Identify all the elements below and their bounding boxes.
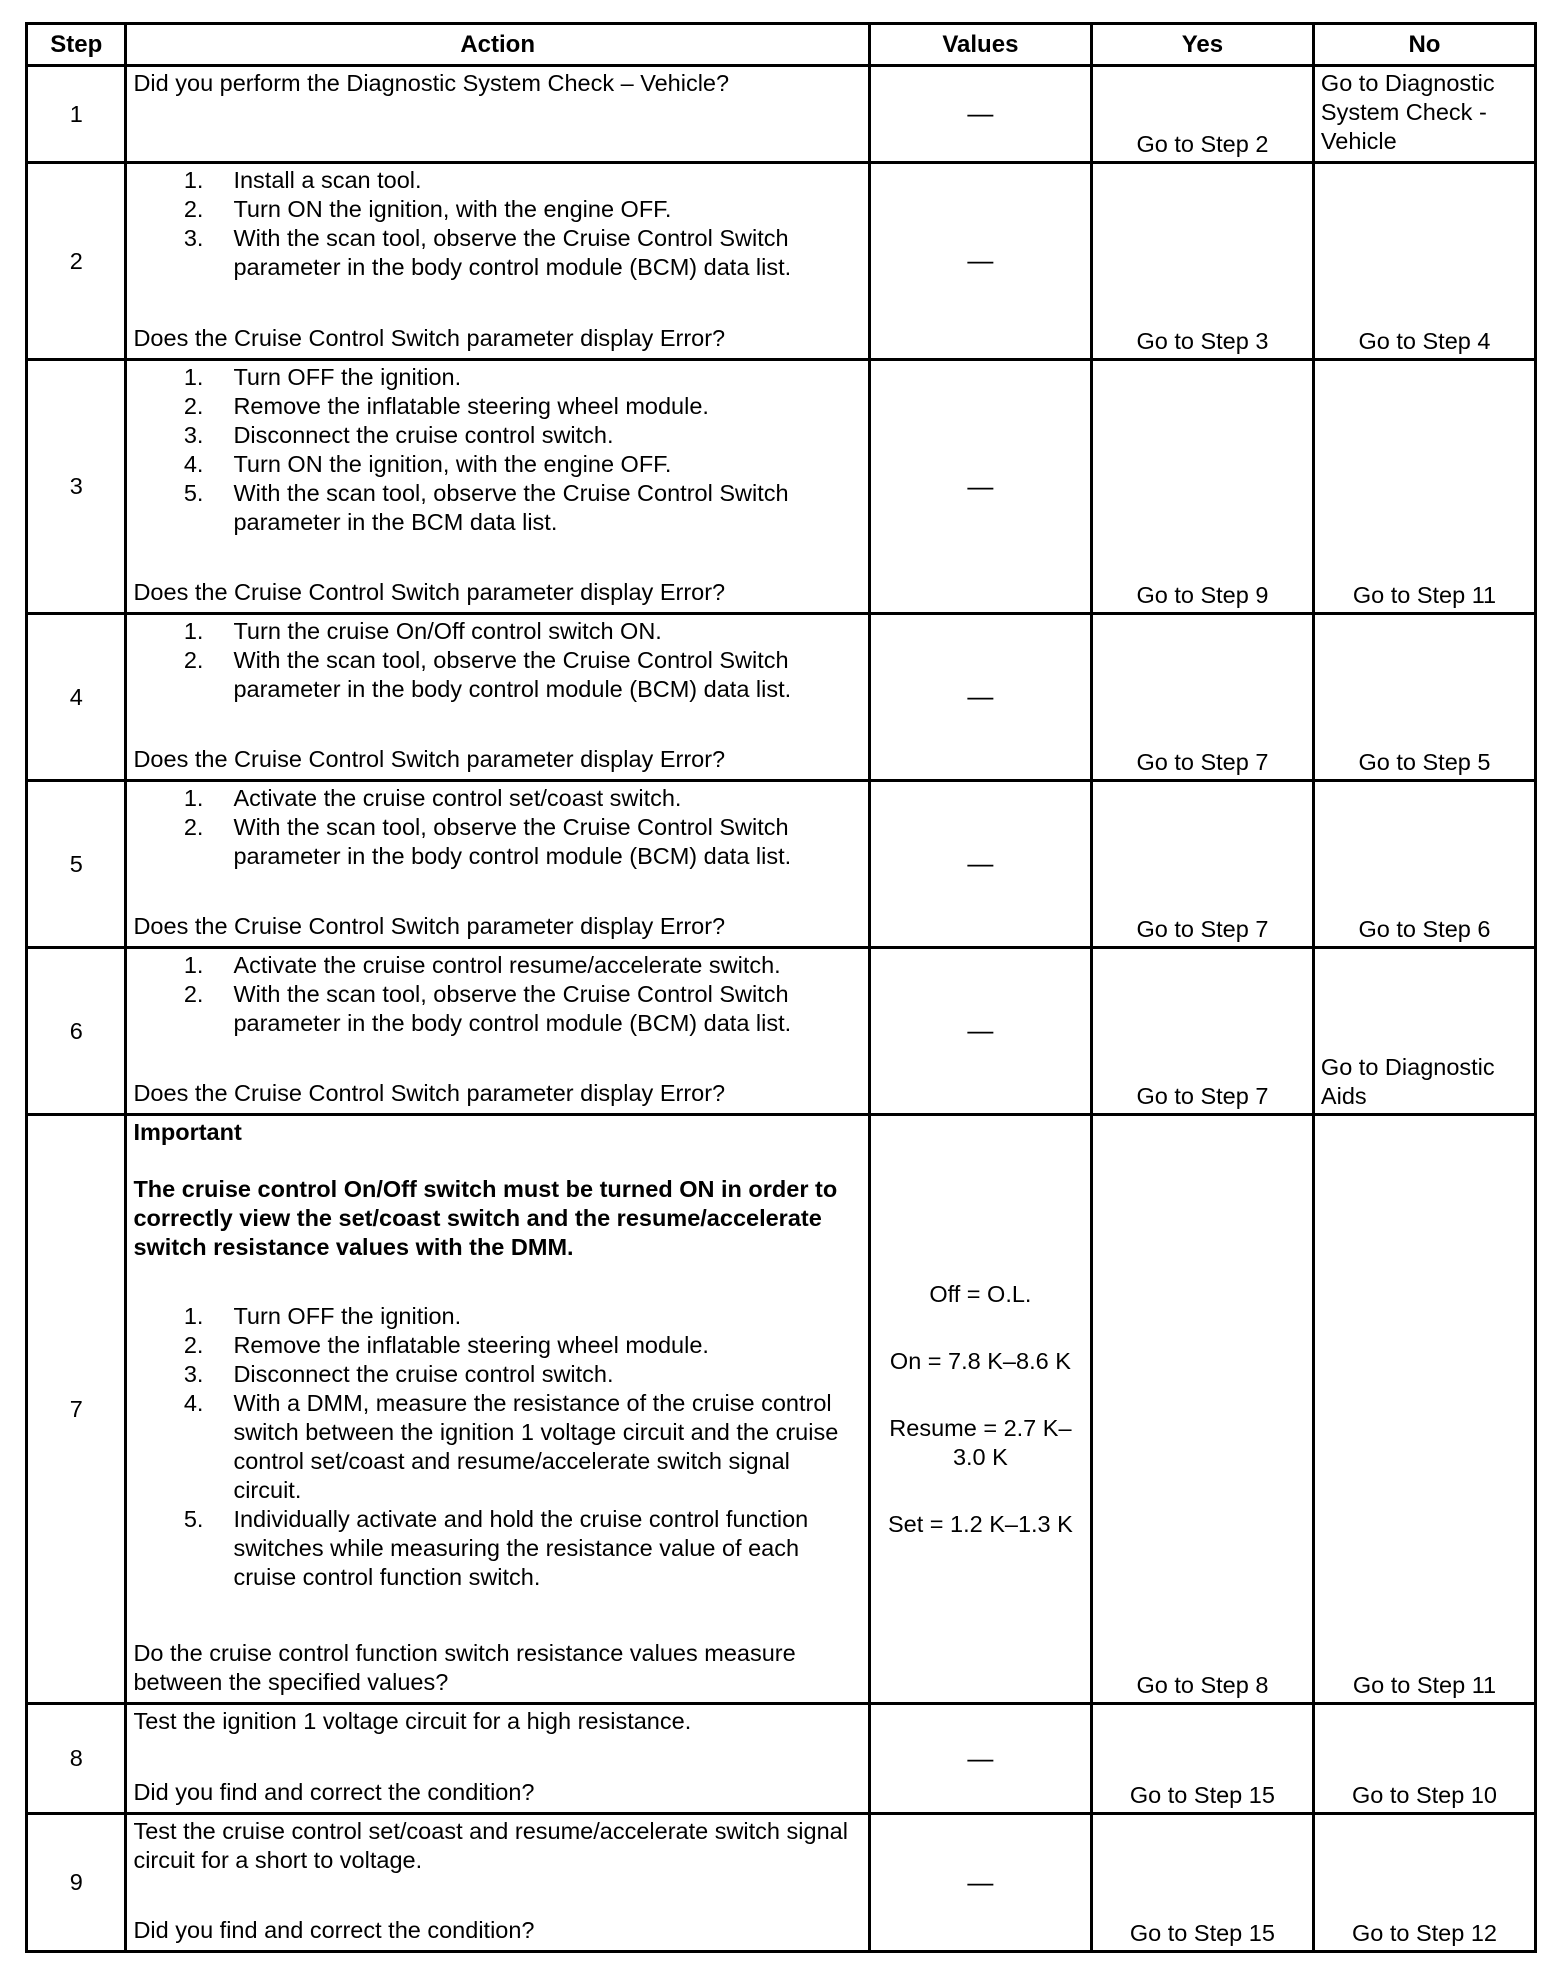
no-cell: Go to Diagnostic Aids bbox=[1313, 948, 1535, 1115]
yes-cell: Go to Step 7 bbox=[1091, 948, 1313, 1115]
values-dash: — bbox=[967, 1866, 994, 1897]
yes-cell: Go to Step 15 bbox=[1091, 1814, 1313, 1952]
list-item: 4. With a DMM, measure the resistance of the cruise control switch between the ignition 1 voltage circuit and the cruise control set/coast and resume/accelerate switch signal circuit. bbox=[183, 1390, 839, 1503]
action-text: Test the ignition 1 voltage circuit for a high resistance. bbox=[133, 1708, 692, 1734]
step-list bbox=[133, 166, 861, 282]
value-resume: Resume = 2.7 K– 3.0 K bbox=[889, 1414, 1072, 1470]
step-number: 2 bbox=[27, 163, 126, 360]
question-text: Do the cruise control function switch resistance values measure between the specified values? bbox=[133, 1640, 796, 1695]
table-row bbox=[27, 948, 1536, 1115]
value-set: Set = 1.2 K–1.3 K bbox=[887, 1510, 1073, 1537]
action-cell bbox=[126, 66, 869, 163]
no-cell: Go to Step 4 bbox=[1313, 163, 1535, 360]
step-list bbox=[133, 363, 861, 537]
values-dash: — bbox=[967, 848, 994, 878]
yes-cell: Go to Step 7 bbox=[1091, 614, 1313, 781]
value-off: Off = O.L. bbox=[929, 1280, 1032, 1307]
list-item: 2. Remove the inflatable steering wheel module. bbox=[183, 1332, 709, 1358]
list-item: 1. Activate the cruise control resume/accelerate switch. bbox=[183, 952, 781, 978]
list-item: 1. Activate the cruise control set/coast switch. bbox=[183, 785, 682, 811]
step-list bbox=[133, 617, 861, 704]
step-number: 5 bbox=[27, 781, 126, 948]
step-list bbox=[133, 1302, 861, 1592]
values-dash: — bbox=[967, 98, 994, 128]
list-item: 5. Individually activate and hold the cruise control function switches while measuring the resistance value of each cruise control function switch. bbox=[183, 1506, 809, 1590]
step-list bbox=[133, 951, 861, 1038]
question-text: Does the Cruise Control Switch parameter display Error? bbox=[133, 325, 726, 351]
list-item: 2. Turn ON the ignition, with the engine OFF. bbox=[183, 196, 672, 222]
diagnostic-table bbox=[25, 22, 1537, 1953]
list-item: 3. Disconnect the cruise control switch. bbox=[183, 1361, 614, 1387]
no-cell: Go to Step 6 bbox=[1313, 781, 1535, 948]
list-item: 4. Turn ON the ignition, with the engine OFF. bbox=[183, 451, 672, 477]
yes-cell: Go to Step 15 bbox=[1091, 1704, 1313, 1814]
header-action: Action bbox=[126, 24, 869, 66]
header-yes: Yes bbox=[1091, 24, 1313, 66]
yes-cell: Go to Step 9 bbox=[1091, 360, 1313, 614]
question-text: Does the Cruise Control Switch parameter display Error? bbox=[133, 746, 726, 772]
header-row bbox=[27, 24, 1536, 66]
table-row bbox=[27, 1115, 1536, 1704]
question-text: Does the Cruise Control Switch parameter display Error? bbox=[133, 579, 726, 605]
question-text: Did you find and correct the condition? bbox=[133, 1917, 535, 1943]
action-cell bbox=[126, 163, 869, 360]
step-number: 3 bbox=[27, 360, 126, 614]
action-cell bbox=[126, 1115, 869, 1704]
action-cell bbox=[126, 1704, 869, 1814]
list-item: 1. Turn OFF the ignition. bbox=[183, 1303, 462, 1329]
no-cell: Go to Step 10 bbox=[1313, 1704, 1535, 1814]
list-item: 1. Install a scan tool. bbox=[183, 167, 422, 193]
value-on: On = 7.8 K–8.6 K bbox=[889, 1347, 1071, 1374]
action-cell bbox=[126, 948, 869, 1115]
list-item: 2. Remove the inflatable steering wheel module. bbox=[183, 393, 709, 419]
no-cell: Go to Step 5 bbox=[1313, 614, 1535, 781]
step-number: 9 bbox=[27, 1814, 126, 1952]
action-cell bbox=[126, 360, 869, 614]
yes-cell: Go to Step 2 bbox=[1091, 66, 1313, 163]
question-text: Does the Cruise Control Switch parameter display Error? bbox=[133, 913, 726, 939]
step-number: 1 bbox=[27, 66, 126, 163]
values-cell bbox=[869, 614, 1091, 781]
question-text: Does the Cruise Control Switch parameter display Error? bbox=[133, 1080, 726, 1106]
question-text: Did you find and correct the condition? bbox=[133, 1779, 535, 1805]
yes-cell: Go to Step 3 bbox=[1091, 163, 1313, 360]
step-number: 6 bbox=[27, 948, 126, 1115]
values-cell bbox=[869, 66, 1091, 163]
list-item: 5. With the scan tool, observe the Cruise Control Switch parameter in the BCM data list. bbox=[183, 480, 789, 535]
values-cell bbox=[869, 1704, 1091, 1814]
important-text: The cruise control On/Off switch must be turned ON in order to correctly view the set/coast switch and the resume/accelerate switch resistance values with the DMM. bbox=[133, 1176, 838, 1260]
list-item: 1. Turn OFF the ignition. bbox=[183, 364, 462, 390]
no-cell: Go to Step 11 bbox=[1313, 360, 1535, 614]
values-dash: — bbox=[967, 1015, 994, 1045]
table-row bbox=[27, 1704, 1536, 1814]
step-list bbox=[133, 784, 861, 871]
header-step: Step bbox=[27, 24, 126, 66]
action-cell bbox=[126, 614, 869, 781]
action-cell bbox=[126, 781, 869, 948]
values-cell bbox=[869, 1814, 1091, 1952]
table-row bbox=[27, 360, 1536, 614]
action-cell bbox=[126, 1814, 869, 1952]
table-row bbox=[27, 614, 1536, 781]
values-cell bbox=[869, 163, 1091, 360]
list-item: 3. Disconnect the cruise control switch. bbox=[183, 422, 614, 448]
important-title: Important bbox=[133, 1119, 242, 1145]
no-cell: Go to Step 12 bbox=[1313, 1814, 1535, 1952]
list-item: 2. With the scan tool, observe the Cruise Control Switch parameter in the body control module (BCM) data list. bbox=[183, 981, 792, 1036]
values-dash: — bbox=[967, 681, 994, 711]
yes-cell: Go to Step 7 bbox=[1091, 781, 1313, 948]
step-number: 7 bbox=[27, 1115, 126, 1704]
values-dash: — bbox=[967, 1742, 994, 1773]
table-row bbox=[27, 1814, 1536, 1952]
table-row bbox=[27, 66, 1536, 163]
values-cell bbox=[869, 781, 1091, 948]
list-item: 1. Turn the cruise On/Off control switch ON. bbox=[183, 618, 662, 644]
action-text: Did you perform the Diagnostic System Check – Vehicle? bbox=[133, 70, 730, 96]
header-values: Values bbox=[869, 24, 1091, 66]
values-dash: — bbox=[967, 470, 994, 501]
action-text: Test the cruise control set/coast and resume/accelerate switch signal circuit for a short to voltage. bbox=[133, 1818, 848, 1873]
no-cell: Go to Step 11 bbox=[1313, 1115, 1535, 1704]
no-cell: Go to Diagnostic System Check - Vehicle bbox=[1313, 66, 1535, 163]
step-number: 4 bbox=[27, 614, 126, 781]
values-cell bbox=[869, 1115, 1091, 1704]
values-cell bbox=[869, 948, 1091, 1115]
step-number: 8 bbox=[27, 1704, 126, 1814]
table-row bbox=[27, 163, 1536, 360]
values-dash: — bbox=[967, 245, 994, 275]
values-cell bbox=[869, 360, 1091, 614]
list-item: 2. With the scan tool, observe the Cruise Control Switch parameter in the body control module (BCM) data list. bbox=[183, 647, 792, 702]
yes-cell: Go to Step 8 bbox=[1091, 1115, 1313, 1704]
table-row bbox=[27, 781, 1536, 948]
list-item: 3. With the scan tool, observe the Cruise Control Switch parameter in the body control module (BCM) data list. bbox=[183, 225, 792, 280]
header-no: No bbox=[1313, 24, 1535, 66]
list-item: 2. With the scan tool, observe the Cruise Control Switch parameter in the body control module (BCM) data list. bbox=[183, 814, 792, 869]
